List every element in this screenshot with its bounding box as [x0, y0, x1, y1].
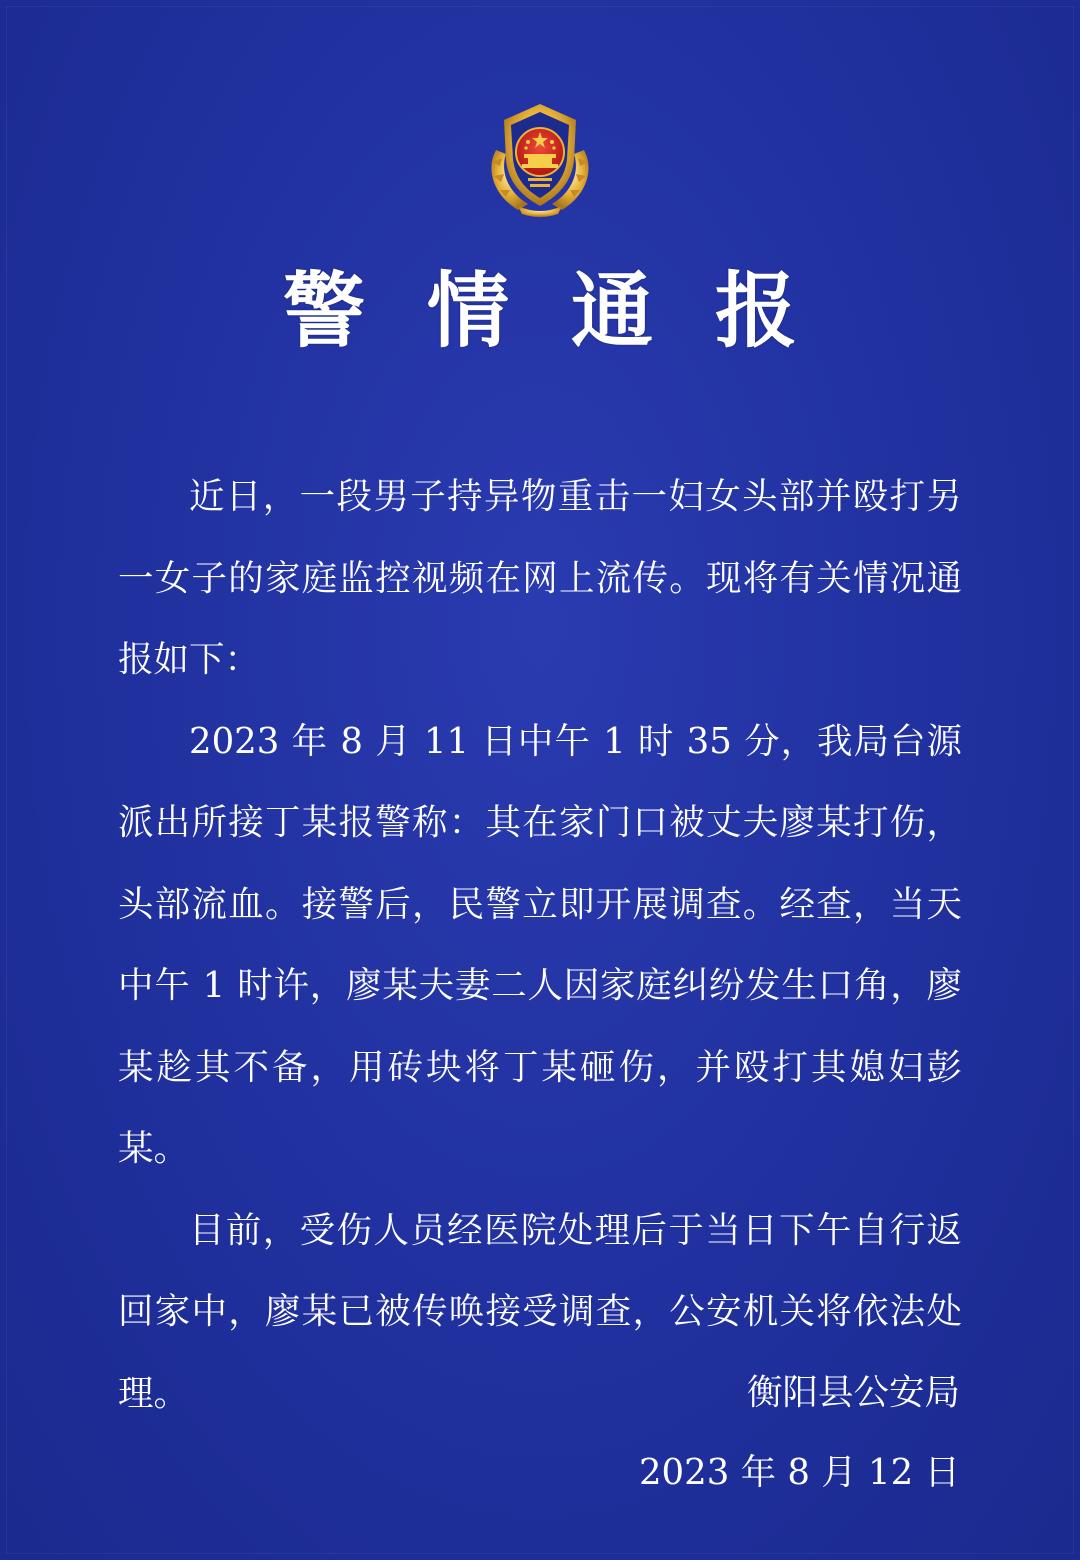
issuer-name: 衡阳县公安局 [746, 1372, 960, 1413]
paragraph-incident: 2023 年 8 月 11 日中午 1 时 35 分，我局台源派出所接丁某报警称：其在家门口被丈夫廖某打伤，头部流血。接警后，民警立即开展调查。经查，当天中午 1 时许，廖某夫妻二人因家庭纠纷发生口角，廖某趁其不备，用砖块将丁某砸伤，并殴打其媳妇彭某。 [118, 720, 962, 1169]
issue-date: 2023 年 8 月 12 日 [638, 1452, 960, 1493]
notice-title: 警情通报 [282, 264, 859, 359]
notice-body [118, 456, 962, 1434]
paragraph-intro: 近日，一段男子持异物重击一妇女头部并殴打另一女子的家庭监控视频在网上流传。现将有关情况通报如下： [118, 476, 962, 680]
police-emblem-icon [478, 98, 602, 222]
paragraph-status: 目前，受伤人员经医院处理后于当日下午自行返回家中，廖某已被传唤接受调查，公安机关将依法处理。 [118, 1209, 962, 1414]
